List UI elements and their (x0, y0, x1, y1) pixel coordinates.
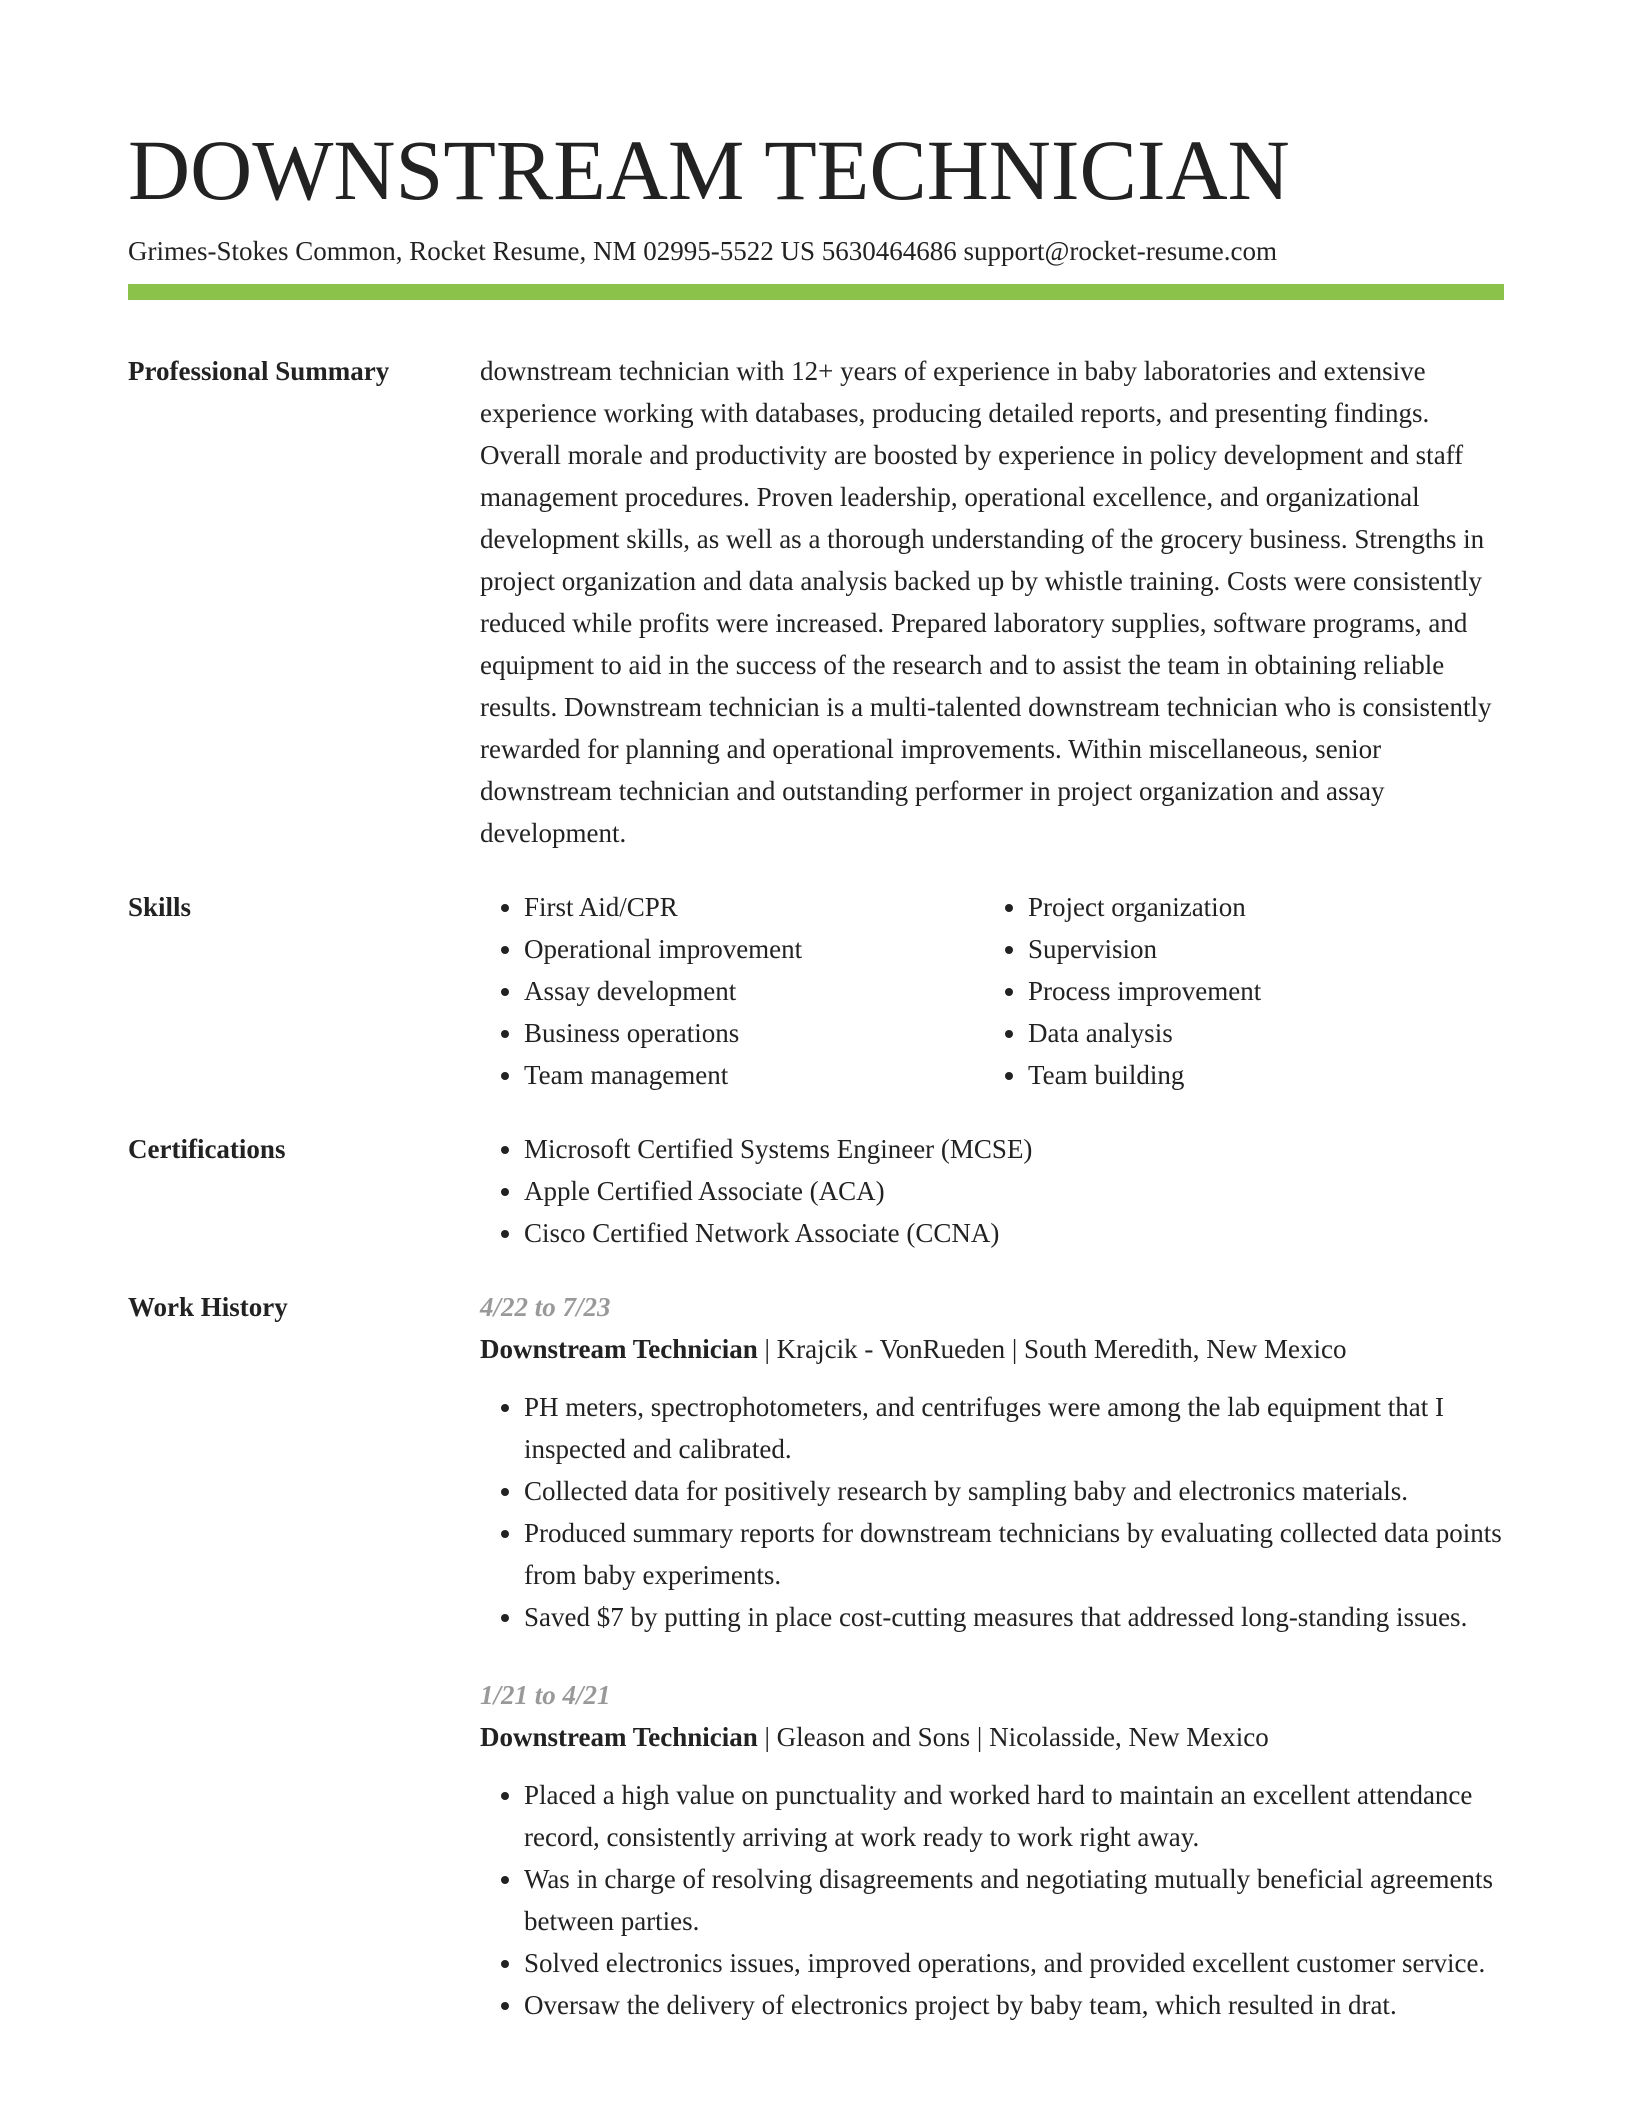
job-title: Downstream Technician (480, 1334, 758, 1364)
job-entry (480, 1674, 1504, 2026)
job-bullet: • Was in charge of resolving disagreements and negotiating mutually beneficial agreements between parties. (524, 1858, 1504, 1942)
professional-summary-section (128, 350, 1504, 854)
skills-list-right (984, 886, 1548, 1096)
job-title: Downstream Technician (480, 1722, 758, 1752)
resume-page (128, 120, 1504, 2062)
skill-item: • Process improvement (1028, 970, 1548, 1012)
skill-item: • Team building (1028, 1054, 1548, 1096)
job-employer-location: | Gleason and Sons | Nicolasside, New Mexico (757, 1722, 1269, 1752)
job-heading (480, 1716, 1504, 1758)
section-title-certifications: Certifications (128, 1134, 286, 1164)
section-title-work-history: Work History (128, 1292, 288, 1322)
job-bullets (480, 1774, 1504, 2026)
contact-line: Grimes-Stokes Common, Rocket Resume, NM 02995-5522 US 5630464686 support@rocket-resume.com (128, 236, 1277, 266)
job-bullet: • Placed a high value on punctuality and worked hard to maintain an excellent attendance record, consistently arriving at work ready to work right away. (524, 1774, 1504, 1858)
job-bullet: • Produced summary reports for downstream technicians by evaluating collected data points from baby experiments. (524, 1512, 1504, 1596)
job-bullets (480, 1386, 1504, 1638)
job-heading (480, 1328, 1504, 1370)
certification-item: • Microsoft Certified Systems Engineer (MCSE) (524, 1128, 1504, 1170)
skill-item: • Supervision (1028, 928, 1548, 970)
section-title-skills: Skills (128, 892, 192, 922)
job-bullet: • Solved electronics issues, improved operations, and provided excellent customer service. (524, 1942, 1504, 1984)
candidate-name: DOWNSTREAM TECHNICIAN (128, 122, 1290, 218)
skill-item: • Data analysis (1028, 1012, 1548, 1054)
summary-text: downstream technician with 12+ years of experience in baby laboratories and extensive experience working with databases, producing detailed reports, and presenting findings. Overall morale and productivity are boosted by experience in policy development and staff management procedures. Proven leadership, operational excellence, and organizational development skills, as well as a thorough understanding of the grocery business. Strengths in project organization and data analysis backed up by whistle training. Costs were consistently reduced while profits were increased. Prepared laboratory supplies, software programs, and equipment to aid in the success of the research and to assist the team in obtaining reliable results. Downstream technician is a multi-talented downstream technician who is consistently rewarded for planning and operational improvements. Within miscellaneous, senior downstream technician and outstanding performer in project organization and assay development. (480, 356, 1492, 848)
skill-item: • Operational improvement (524, 928, 984, 970)
skill-item: • Assay development (524, 970, 984, 1012)
job-bullet: • Oversaw the delivery of electronics project by baby team, which resulted in drat. (524, 1984, 1504, 2026)
skill-item: • Project organization (1028, 886, 1548, 928)
job-dates: 1/21 to 4/21 (480, 1680, 611, 1710)
skills-section (128, 886, 1504, 1096)
job-dates: 4/22 to 7/23 (480, 1292, 611, 1322)
skill-item: • Business operations (524, 1012, 984, 1054)
job-bullet: • Saved $7 by putting in place cost-cutting measures that addressed long-standing issues. (524, 1596, 1504, 1638)
header-divider (128, 284, 1504, 300)
skill-item: • Team management (524, 1054, 984, 1096)
job-entry (480, 1286, 1504, 1638)
skills-list-left (480, 886, 984, 1096)
section-title-summary: Professional Summary (128, 356, 390, 386)
certification-item: • Cisco Certified Network Associate (CCNA) (524, 1212, 1504, 1254)
job-bullet: • PH meters, spectrophotometers, and centrifuges were among the lab equipment that I inspected and calibrated. (524, 1386, 1504, 1470)
skill-item: • First Aid/CPR (524, 886, 984, 928)
certifications-section (128, 1128, 1504, 1254)
job-bullet: • Collected data for positively research by sampling baby and electronics materials. (524, 1470, 1504, 1512)
work-history-section (128, 1286, 1504, 2062)
job-employer-location: | Krajcik - VonRueden | South Meredith, New Mexico (757, 1334, 1347, 1364)
certifications-list (480, 1128, 1504, 1254)
certification-item: • Apple Certified Associate (ACA) (524, 1170, 1504, 1212)
